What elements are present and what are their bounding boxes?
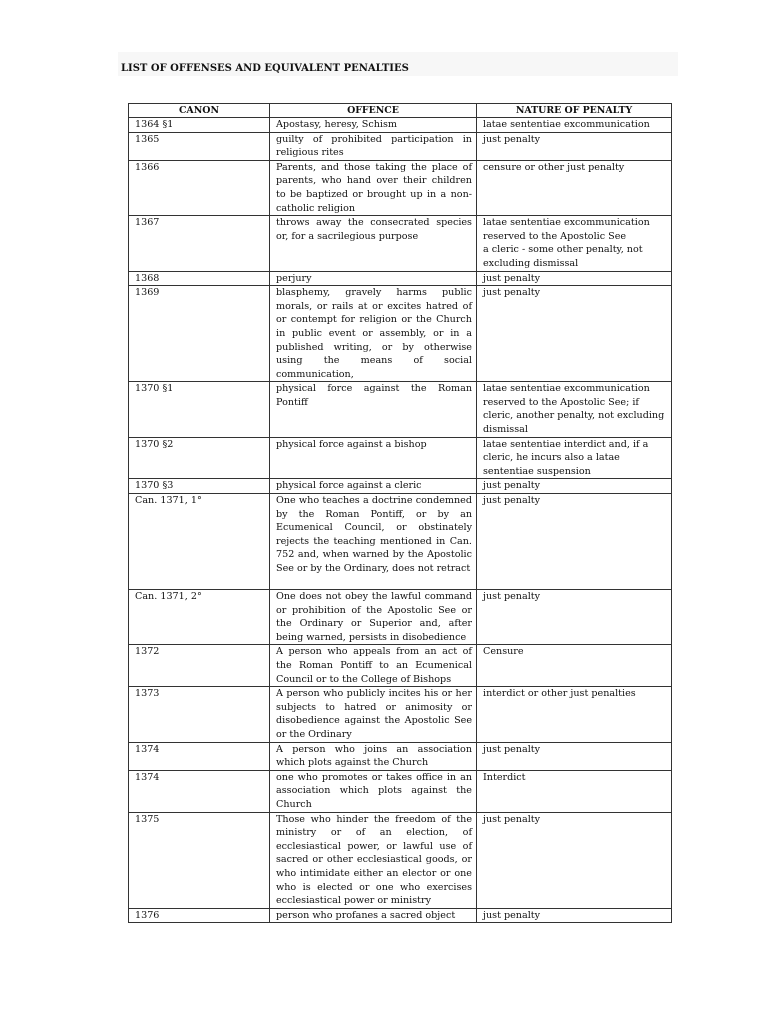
offence-cell: A person who publicly incites his or her subjects to hatred or animosity or disobedience against the Apostolic See or the Ordinary [270, 687, 477, 742]
table-body [129, 118, 672, 923]
table-row [129, 645, 672, 687]
offence-cell: A person who joins an association which plots against the Church [270, 742, 477, 770]
penalty-cell: latae sententiae excommunication reserved to the Apostolic See a cleric - some other penalty, not excluding dismissal [477, 216, 672, 271]
canon-cell: 1370 §2 [129, 437, 270, 479]
canon-cell: 1368 [129, 271, 270, 286]
offenses-table [128, 103, 672, 923]
penalty-cell: just penalty [477, 271, 672, 286]
table-row [129, 687, 672, 742]
column-header-canon: CANON [129, 104, 270, 118]
column-header-penalty: NATURE OF PENALTY [477, 104, 672, 118]
table-row [129, 160, 672, 215]
table-row [129, 286, 672, 382]
offence-cell: One does not obey the lawful command or prohibition of the Apostolic See or the Ordinary or Superior and, after being warned, persists in disobedience [270, 590, 477, 645]
offence-cell: guilty of prohibited participation in religious rites [270, 132, 477, 160]
offence-cell: person who profanes a sacred object [270, 908, 477, 923]
canon-cell: 1374 [129, 770, 270, 812]
table-row [129, 118, 672, 133]
offence-cell: blasphemy, gravely harms public morals, or rails at or excites hatred of or contempt for religion or the Church in public event or assembly, or in a published writing, or by otherwise using the means of social communication, [270, 286, 477, 382]
column-header-offence: OFFENCE [270, 104, 477, 118]
canon-cell: 1375 [129, 812, 270, 908]
penalty-cell: Interdict [477, 770, 672, 812]
offence-cell: A person who appeals from an act of the Roman Pontiff to an Ecumenical Council or to the College of Bishops [270, 645, 477, 687]
penalty-cell: interdict or other just penalties [477, 687, 672, 742]
canon-cell: 1370 §3 [129, 479, 270, 494]
table-row [129, 271, 672, 286]
offence-cell: Apostasy, heresy, Schism [270, 118, 477, 133]
penalty-cell: just penalty [477, 286, 672, 382]
document-title: LIST OF OFFENSES AND EQUIVALENT PENALTIES [121, 63, 409, 74]
offence-cell: physical force against a bishop [270, 437, 477, 479]
penalty-cell: just penalty [477, 132, 672, 160]
offence-cell: Those who hinder the freedom of the ministry or of an election, of ecclesiastical power, or lawful use of sacred or other ecclesiastical goods, or who intimidate either an elector or one who is elected or one who exercises ecclesiastical power or ministry [270, 812, 477, 908]
offence-cell: physical force against a cleric [270, 479, 477, 494]
canon-cell: 1364 §1 [129, 118, 270, 133]
canon-cell: Can. 1371, 2° [129, 590, 270, 645]
table-row [129, 770, 672, 812]
table-row [129, 590, 672, 645]
table-header-row [129, 104, 672, 118]
penalty-cell: latae sententiae excommunication [477, 118, 672, 133]
table-row [129, 742, 672, 770]
offence-cell: Parents, and those taking the place of parents, who hand over their children to be baptized or brought up in a non-catholic religion [270, 160, 477, 215]
canon-cell: 1376 [129, 908, 270, 923]
offence-cell: One who teaches a doctrine condemned by the Roman Pontiff, or by an Ecumenical Council, or obstinately rejects the teaching mentioned in Can. 752 and, when warned by the Apostolic See or by the Ordinary, does not retract [270, 494, 477, 590]
penalty-cell: just penalty [477, 590, 672, 645]
penalty-cell: latae sententiae interdict and, if a cleric, he incurs also a latae sententiae suspension [477, 437, 672, 479]
penalty-cell: latae sententiae excommunication reserved to the Apostolic See; if cleric, another penalty, not excluding dismissal [477, 382, 672, 437]
canon-cell: 1373 [129, 687, 270, 742]
table-row [129, 437, 672, 479]
offence-cell: one who promotes or takes office in an association which plots against the Church [270, 770, 477, 812]
table-row [129, 479, 672, 494]
table-row [129, 382, 672, 437]
table-row [129, 132, 672, 160]
canon-cell: Can. 1371, 1° [129, 494, 270, 590]
canon-cell: 1370 §1 [129, 382, 270, 437]
table-row [129, 812, 672, 908]
canon-cell: 1366 [129, 160, 270, 215]
canon-cell: 1365 [129, 132, 270, 160]
offence-cell: physical force against the Roman Pontiff [270, 382, 477, 437]
canon-cell: 1369 [129, 286, 270, 382]
penalty-cell: just penalty [477, 742, 672, 770]
canon-cell: 1372 [129, 645, 270, 687]
penalty-cell: just penalty [477, 479, 672, 494]
penalty-cell: just penalty [477, 908, 672, 923]
table-row [129, 494, 672, 590]
canon-cell: 1367 [129, 216, 270, 271]
table-row [129, 908, 672, 923]
canon-cell: 1374 [129, 742, 270, 770]
offence-cell: throws away the consecrated species or, for a sacrilegious purpose [270, 216, 477, 271]
penalty-cell: censure or other just penalty [477, 160, 672, 215]
offence-cell: perjury [270, 271, 477, 286]
penalty-cell: Censure [477, 645, 672, 687]
penalty-cell: just penalty [477, 812, 672, 908]
penalty-cell: just penalty [477, 494, 672, 590]
table-row [129, 216, 672, 271]
